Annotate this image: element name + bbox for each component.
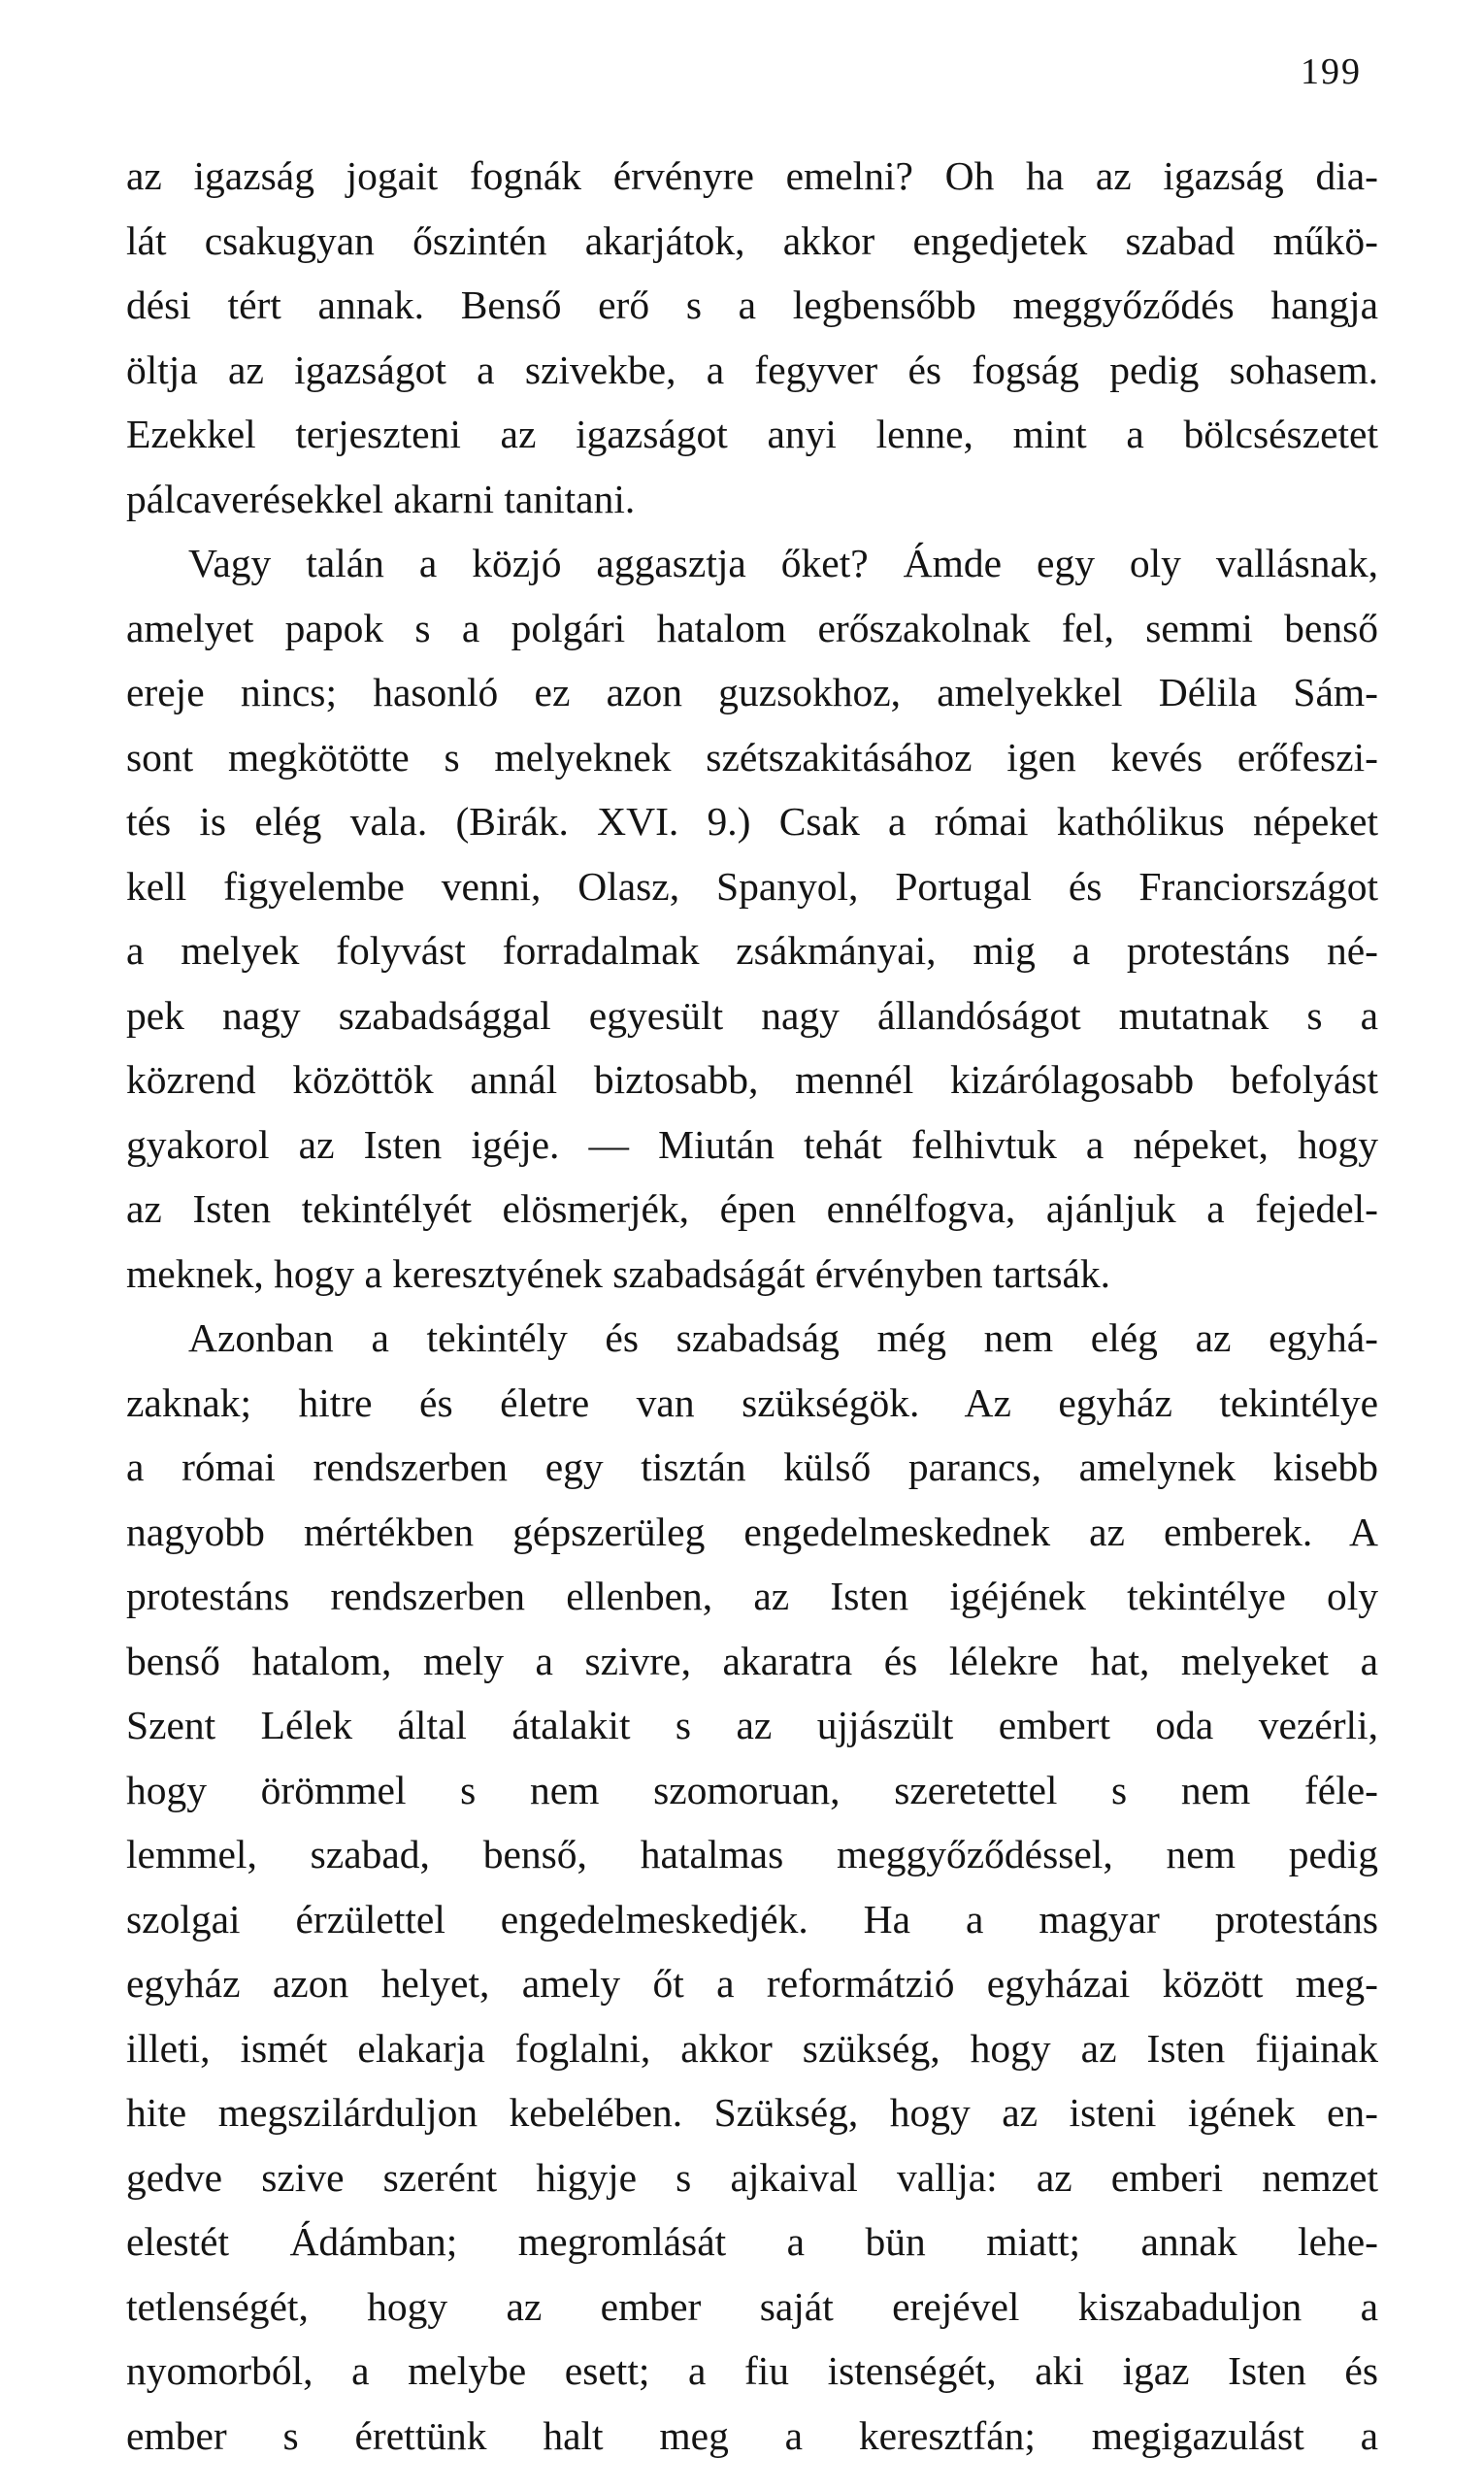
text-line: pek nagy szabadsággal egyesült nagy állandóságot mutatnak s a bbox=[126, 992, 1378, 1038]
text-line: gyakorol az Isten igéje. — Miután tehát felhivtuk a népeket, hogy bbox=[126, 1121, 1378, 1167]
text-line: pálcaverésekkel akarni tanitani. bbox=[126, 476, 636, 521]
text-line: egyház azon helyet, amely őt a reformátzió egyházai között meg- bbox=[126, 1961, 1378, 2006]
text-line: ember s érettünk halt meg a keresztfán; megigazulást a bbox=[126, 2412, 1378, 2458]
text-line: gedve szive szerént higyje s ajkaival vallja: az emberi nemzet bbox=[126, 2154, 1378, 2200]
page-number: 199 bbox=[1301, 51, 1362, 92]
text-line: meknek, hogy a keresztyének szabadságát érvényben tartsák. bbox=[126, 1250, 1111, 1296]
text-line: elestét Ádámban; megromlását a bün miatt; annak lehe- bbox=[126, 2219, 1378, 2264]
text-line: szolgai érzülettel engedelmeskedjék. Ha a magyar protestáns bbox=[126, 1896, 1378, 1942]
text-line: Ezekkel terjeszteni az igazságot anyi lenne, mint a bölcsészetet bbox=[126, 412, 1378, 456]
text-line: benső hatalom, mely a szivre, akaratra és lélekre hat, melyeket a bbox=[126, 1638, 1378, 1683]
text-line: protestáns rendszerben ellenben, az Isten igéjének tekintélye oly bbox=[126, 1574, 1378, 1618]
text-line: az igazság jogait fognák érvényre emelni? Oh ha az igazság dia- bbox=[126, 153, 1378, 198]
text-line: hite megszilárduljon kebelében. Szükség, hogy az isteni igének en- bbox=[126, 2090, 1378, 2135]
text-line: közrend közöttök annál biztosabb, mennél kizárólagosabb befolyást bbox=[126, 1057, 1378, 1102]
text-line: zaknak; hitre és életre van szükségök. Az egyház tekintélye bbox=[126, 1379, 1378, 1425]
text-line: Azonban a tekintély és szabadság még nem elég az egyhá- bbox=[188, 1315, 1378, 1360]
text-line: dési tért annak. Benső erő s a legbensőbb meggyőződés hangja bbox=[126, 282, 1378, 327]
text-line: ereje nincs; hasonló ez azon guzsokhoz, amelyekkel Délila Sám- bbox=[126, 670, 1378, 714]
text-line: hogy örömmel s nem szomoruan, szeretettel s nem féle- bbox=[126, 1767, 1378, 1812]
text-line: lemmel, szabad, benső, hatalmas meggyőződéssel, nem pedig bbox=[126, 1832, 1378, 1876]
text-line: Szent Lélek által átalakit s az ujjászült embert oda vezérli, bbox=[126, 1703, 1378, 1747]
text-line: nyomorból, a melybe esett; a fiu istenségét, aki igaz Isten és bbox=[126, 2348, 1378, 2393]
text-line: lát csakugyan őszintén akarjátok, akkor engedjetek szabad műkö- bbox=[126, 217, 1378, 263]
text-line: az Isten tekintélyét elösmerjék, épen ennélfogva, ajánljuk a fejedel- bbox=[126, 1186, 1378, 1231]
text-line: nagyobb mértékben gépszerüleg engedelmeskednek az emberek. A bbox=[126, 1509, 1378, 1554]
text-line: amelyet papok s a polgári hatalom erőszakolnak fel, semmi benső bbox=[126, 605, 1378, 650]
text-line: Vagy talán a közjó aggasztja őket? Ámde egy oly vallásnak, bbox=[188, 541, 1378, 585]
text-line: tés is elég vala. (Birák. XVI. 9.) Csak a római kathólikus népeket bbox=[126, 799, 1378, 844]
text-line: a római rendszerben egy tisztán külső parancs, amelynek kisebb bbox=[126, 1444, 1378, 1489]
text-line: öltja az igazságot a szivekbe, a fegyver és fogság pedig sohasem. bbox=[126, 347, 1378, 392]
text-line: sont megkötötte s melyeknek szétszakitásához igen kevés erőfeszi- bbox=[126, 734, 1378, 780]
text-line: a melyek folyvást forradalmak zsákmányai, mig a protestáns né- bbox=[126, 928, 1378, 973]
text-line: illeti, ismét elakarja foglalni, akkor szükség, hogy az Isten fijainak bbox=[126, 2025, 1378, 2071]
body-text bbox=[126, 144, 1378, 2468]
text-line: tetlenségét, hogy az ember saját erejével kiszabaduljon a bbox=[126, 2283, 1378, 2329]
text-line: kell figyelembe venni, Olasz, Spanyol, Portugal és Franciországot bbox=[126, 863, 1378, 909]
